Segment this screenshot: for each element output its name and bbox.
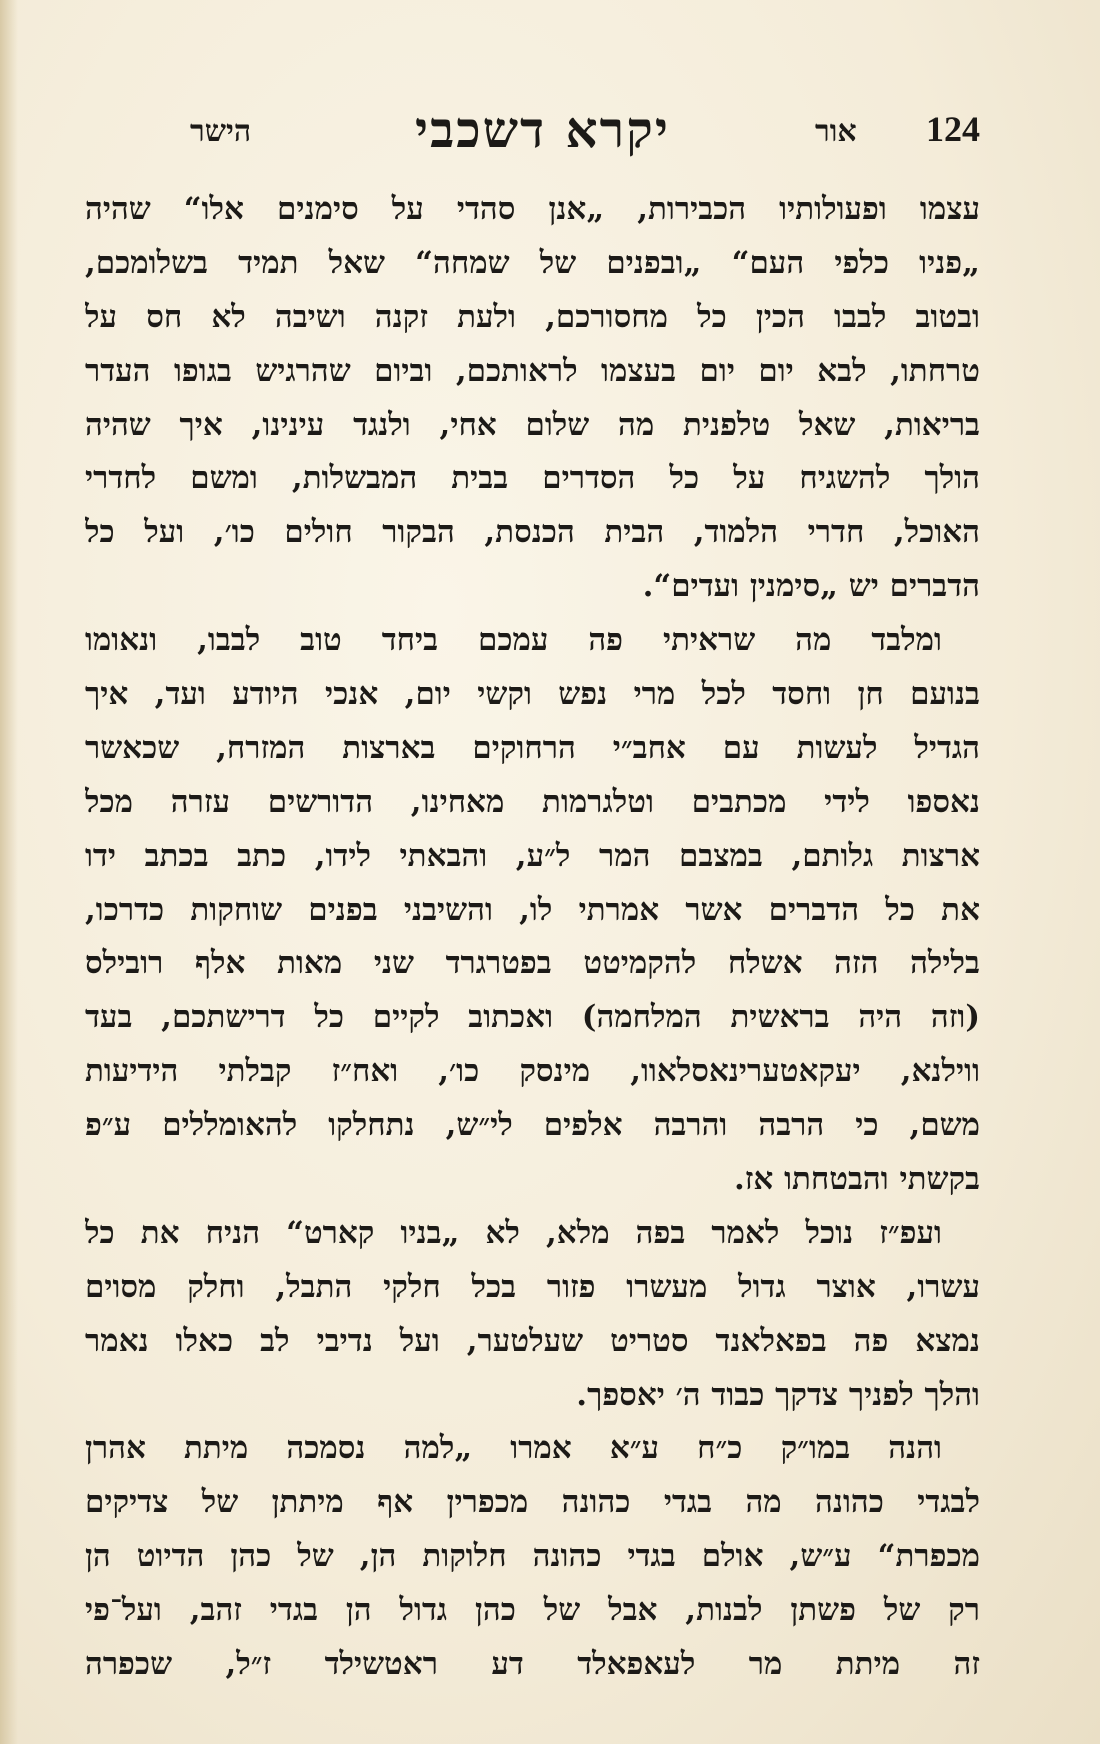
text-line: ובטוב לבבו הכין כל מחסורכם, ולעת זקנה ושיבה לא חס על bbox=[85, 298, 980, 335]
running-header bbox=[190, 100, 980, 160]
body-text bbox=[85, 183, 980, 1692]
page-edge-shadow bbox=[0, 0, 18, 1744]
text-line: „פניו כלפי העם“ „ובפנים של שמחה“ שאל תמיד בשלומכם, bbox=[85, 244, 980, 281]
text-line: עצמו ופעולותיו הכבירות, „אנן סהדי על סימנים אלו“ שהיה bbox=[85, 191, 980, 227]
text-line: ועפ״ז נוכל לאמר בפה מלא, לא „בניו קארט“ הניח את כל bbox=[85, 1214, 942, 1251]
text-line: והלך לפניך צדקך כבוד ה׳ יאספך. bbox=[576, 1376, 980, 1413]
text-line: זה מיתת מר לעאפאלד דע ראטשילד ז״ל, שכפרה bbox=[85, 1646, 980, 1683]
text-line: לבגדי כהונה מה בגדי כהונה מכפרין אף מיתתן של צדיקים bbox=[85, 1484, 980, 1521]
text-line: האוכל, חדרי הלמוד, הבית הכנסת, הבקור חולים כו׳, ועל כל bbox=[85, 514, 980, 551]
text-line: ומלבד מה שראיתי פה עמכם ביחד טוב לבבו, ונאומו bbox=[85, 622, 942, 659]
text-line: משם, כי הרבה והרבה אלפים לי״ש, נתחלקו להאומללים ע״פ bbox=[85, 1107, 980, 1144]
text-line: טרחתו, לבא יום יום בעצמו לראותכם, וביום שהרגיש בגופו העדר bbox=[85, 352, 980, 389]
text-line: והנה במו״ק כ״ח ע״א אמרו „למה נסמכה מיתת אהרן bbox=[85, 1430, 942, 1467]
text-line: (וזה היה בראשית המלחמה) ואכתוב לקיים כל דרישתכם, בעד bbox=[85, 999, 980, 1036]
text-line: עשרו, אוצר גדול מעשרו פזור בכל חלקי התבל, וחלק מסוים bbox=[85, 1268, 980, 1305]
text-line: מכפרת“ ע״ש, אולם בגדי כהונה חלוקות הן, של כהן הדיוט הן bbox=[85, 1538, 980, 1575]
page-title: יקרא דשכבי bbox=[415, 100, 671, 159]
text-line: ווילנא, יעקאטערינאסלאוו, מינסק כו׳, ואח״ז קבלתי הידיעות bbox=[85, 1053, 980, 1090]
text-line: נמצא פה בפאלאנד סטריט שעלטער, ועל נדיבי לב כאלו נאמר bbox=[85, 1322, 980, 1359]
text-line: נאספו לידי מכתבים וטלגרמות מאחינו, הדורשים עזרה מכל bbox=[85, 783, 980, 820]
text-line: ארצות גלותם, במצבם המר ל״ע, והבאתי לידו, כתב בכתב ידו bbox=[85, 837, 980, 874]
text-line: בקשתי והבטחתו אז. bbox=[733, 1161, 980, 1198]
text-line: הולך להשגיח על כל הסדרים בבית המבשלות, ומשם לחדרי bbox=[85, 460, 980, 497]
header-left-word: הישר bbox=[190, 114, 252, 149]
text-line: בלילה הזה אשלח להקמיטט בפטרגרד שני מאות אלף רובילס bbox=[85, 945, 980, 982]
text-line: רק של פשתן לבנות, אבל של כהן גדול הן בגדי זהב, ועל־פי bbox=[85, 1592, 980, 1629]
text-line: בנועם חן וחסד לכל מרי נפש וקשי יום, אנכי היודע ועד, איך bbox=[85, 676, 980, 713]
text-line: הגדיל לעשות עם אחב״י הרחוקים בארצות המזרח, שכאשר bbox=[85, 729, 980, 766]
text-line: את כל הדברים אשר אמרתי לו, והשיבני בפנים שוחקות כדרכו, bbox=[85, 891, 980, 928]
text-line: בריאות, שאל טלפנית מה שלום אחי, ולנגד עינינו, איך שהיה bbox=[85, 406, 980, 443]
header-right-word: אור bbox=[815, 114, 857, 149]
page-number: 124 bbox=[926, 109, 980, 149]
text-line: הדברים יש „סימנין ועדים“. bbox=[642, 568, 980, 605]
